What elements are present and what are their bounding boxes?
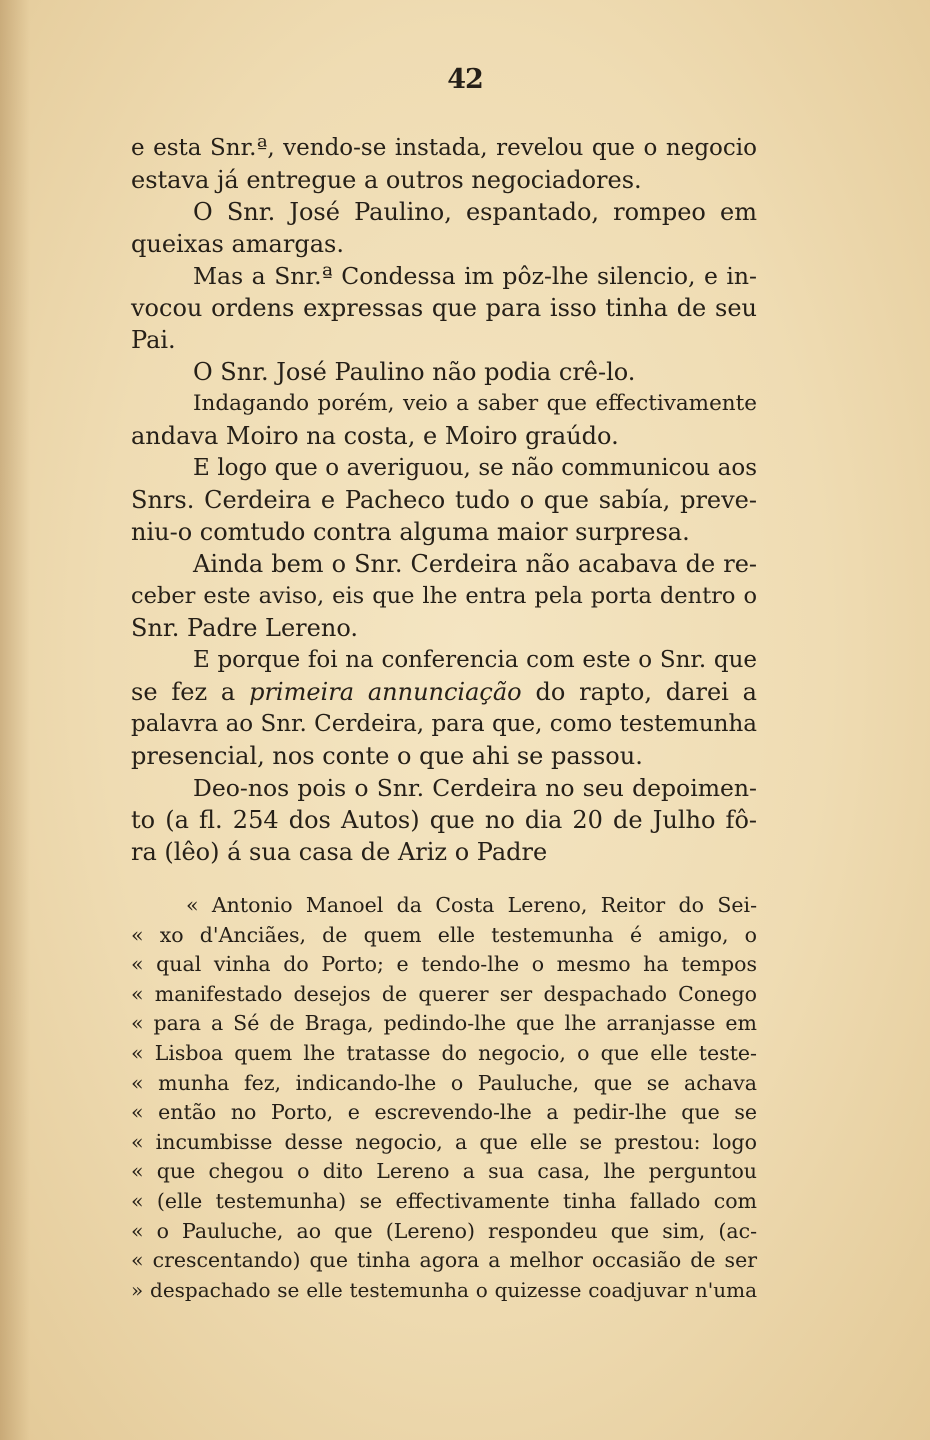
text-line: e esta Snr.ª, vendo-se instada, revelou que o negocio [131, 135, 757, 161]
text-line: se fez a primeira annunciação do rapto, darei a [131, 678, 757, 706]
body-text [131, 132, 757, 868]
quote-line: « então no Porto, e escrevendo-lhe a pedir-lhe que se [131, 1100, 757, 1125]
quote-line: « munha fez, indicando-lhe o Pauluche, que se achava [131, 1070, 757, 1095]
text-line: Snrs. Cerdeira e Pacheco tudo o que sabía, preve- [131, 486, 757, 514]
text-line: Deo-nos pois o Snr. Cerdeira no seu depoimen- [193, 774, 757, 802]
page-number: 42 [447, 64, 483, 95]
quote-line: « Antonio Manoel da Costa Lereno, Reitor do Sei- [186, 893, 757, 917]
text-line: vocou ordens expressas que para isso tinha de seu [131, 294, 757, 322]
quote-line: « o Pauluche, ao que (Lereno) respondeu que sim, (ac- [131, 1218, 757, 1243]
quote-line: « (elle testemunha) se effectivamente tinha fallado com [131, 1188, 757, 1213]
emphasized-phrase: primeira annunciação [249, 678, 522, 706]
text-line: E porque foi na conferencia com este o Snr. que [193, 647, 757, 673]
text-line: niu-o comtudo contra alguma maior surpresa. [131, 518, 690, 546]
text-line: Pai. [131, 326, 176, 354]
text-line: ra (lêo) á sua casa de Ariz o Padre [131, 838, 548, 866]
text-line: to (a fl. 254 dos Autos) que no dia 20 de Julho fô- [131, 806, 757, 834]
quote-line: « xo d'Anciães, de quem elle testemunha é amigo, o [131, 922, 757, 947]
quote-line: » despachado se elle testemunha o quizesse coadjuvar n'uma [131, 1277, 757, 1302]
quoted-testimony [131, 891, 757, 1305]
text-line: queixas amargas. [131, 230, 344, 258]
quote-line: « incumbisse desse negocio, a que elle se prestou: logo [131, 1129, 757, 1154]
text-line: Indagando porém, veio a saber que effectivamente [193, 391, 757, 416]
quote-line: « Lisboa quem lhe tratasse do negocio, o que elle teste- [131, 1040, 757, 1065]
quote-line: « para a Sé de Braga, pedindo-lhe que lhe arranjasse em [131, 1011, 757, 1036]
text-line: Ainda bem o Snr. Cerdeira não acabava de re- [193, 550, 757, 578]
text-line: presencial, nos conte o que ahi se passou. [131, 742, 643, 770]
text-line: O Snr. José Paulino, espantado, rompeo em [193, 198, 757, 226]
text-line: O Snr. José Paulino não podia crê-lo. [193, 358, 636, 386]
text-line: estava já entregue a outros negociadores. [131, 166, 642, 194]
text-line: ceber este aviso, eis que lhe entra pela porta dentro o [131, 583, 757, 609]
quote-line: « qual vinha do Porto; e tendo-lhe o mesmo ha tempos [131, 952, 757, 977]
text-line: palavra ao Snr. Cerdeira, para que, como testemunha [131, 711, 757, 737]
text-line: Snr. Padre Lereno. [131, 614, 358, 642]
quote-line: « que chegou o dito Lereno a sua casa, lhe perguntou [131, 1159, 757, 1184]
text-line: andava Moiro na costa, e Moiro graúdo. [131, 422, 619, 450]
quote-line: « manifestado desejos de querer ser despachado Conego [131, 981, 757, 1006]
text-line: E logo que o averiguou, se não communicou aos [193, 455, 757, 481]
quote-line: « crescentando) que tinha agora a melhor occasião de ser [131, 1248, 757, 1273]
text-line: Mas a Snr.ª Condessa im pôz-lhe silencio, e in- [193, 262, 757, 290]
page-edge-shadow [0, 0, 30, 1440]
